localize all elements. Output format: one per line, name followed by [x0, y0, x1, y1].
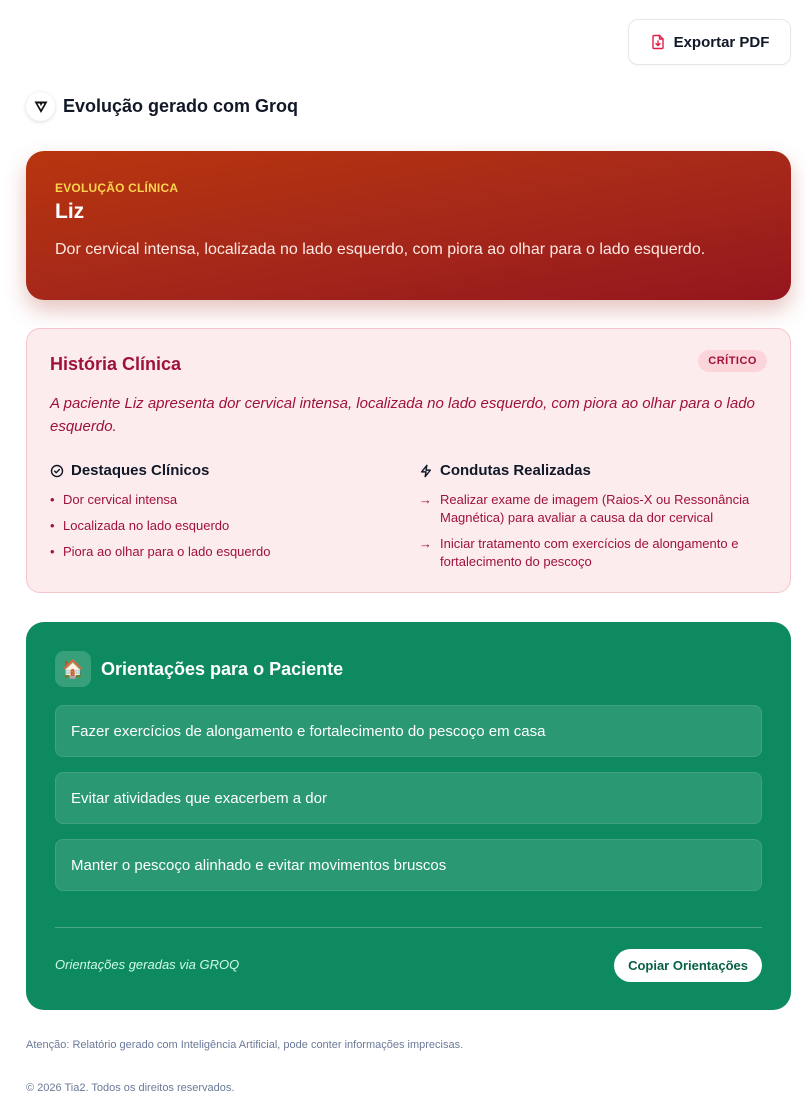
house-icon: 🏠	[55, 651, 91, 687]
list-item: • Dor cervical intensa	[50, 492, 178, 507]
pdf-file-icon	[650, 34, 666, 50]
list-item: → Realizar exame de imagem (Raios-X ou Ressonância Magnética) para avaliar a causa da dor cervical	[419, 492, 750, 525]
guidance-item: Manter o pescoço alinhado e evitar movimentos bruscos	[55, 839, 762, 891]
guidance-item: Evitar atividades que exacerbem a dor	[55, 772, 762, 824]
actions-section	[419, 462, 769, 579]
highlights-title: Destaques Clínicos	[71, 462, 210, 479]
critical-badge: CRÍTICO	[698, 350, 767, 372]
patient-name: Liz	[55, 200, 85, 223]
groq-logo-icon	[26, 92, 55, 121]
check-circle-icon	[50, 464, 64, 478]
arrow-right-icon: →	[419, 536, 432, 551]
actions-title: Condutas Realizadas	[440, 462, 591, 479]
list-item: • Piora ao olhar para o lado esquerdo	[50, 544, 271, 559]
hero-description: Dor cervical intensa, localizada no lado esquerdo, com piora ao olhar para o lado esquerdo.	[55, 241, 706, 258]
generator-header	[26, 92, 298, 121]
divider	[55, 927, 762, 928]
list-item: → Iniciar tratamento com exercícios de alongamento e fortalecimento do pescoço	[419, 536, 739, 569]
guidance-footnote: Orientações geradas via GROQ	[55, 957, 240, 972]
patient-guidance-card	[26, 622, 791, 1010]
highlights-section	[50, 462, 390, 569]
arrow-right-icon: →	[419, 492, 432, 507]
history-summary: A paciente Liz apresenta dor cervical intensa, localizada no lado esquerdo, com piora ao olhar para o lado esquerdo.	[50, 395, 755, 435]
ai-disclaimer: Atenção: Relatório gerado com Inteligência Artificial, pode conter informações imprecisas.	[26, 1039, 464, 1051]
list-item: • Localizada no lado esquerdo	[50, 518, 230, 533]
lightning-icon	[419, 464, 433, 478]
export-pdf-button[interactable]	[628, 19, 791, 65]
guidance-item: Fazer exercícios de alongamento e fortalecimento do pescoço em casa	[55, 705, 762, 757]
generator-title: Evolução gerado com Groq	[63, 96, 299, 116]
hero-eyebrow: EVOLUÇÃO CLÍNICA	[55, 181, 179, 195]
guidance-title: Orientações para o Paciente	[101, 658, 344, 679]
export-pdf-label: Exportar PDF	[673, 33, 770, 51]
copyright: © 2026 Tia2. Todos os direitos reservados.	[26, 1082, 235, 1094]
copy-guidance-button[interactable]: Copiar Orientações	[614, 949, 762, 982]
history-title: História Clínica	[50, 354, 182, 374]
clinical-history-card	[26, 328, 791, 593]
clinical-evolution-card	[26, 151, 791, 300]
